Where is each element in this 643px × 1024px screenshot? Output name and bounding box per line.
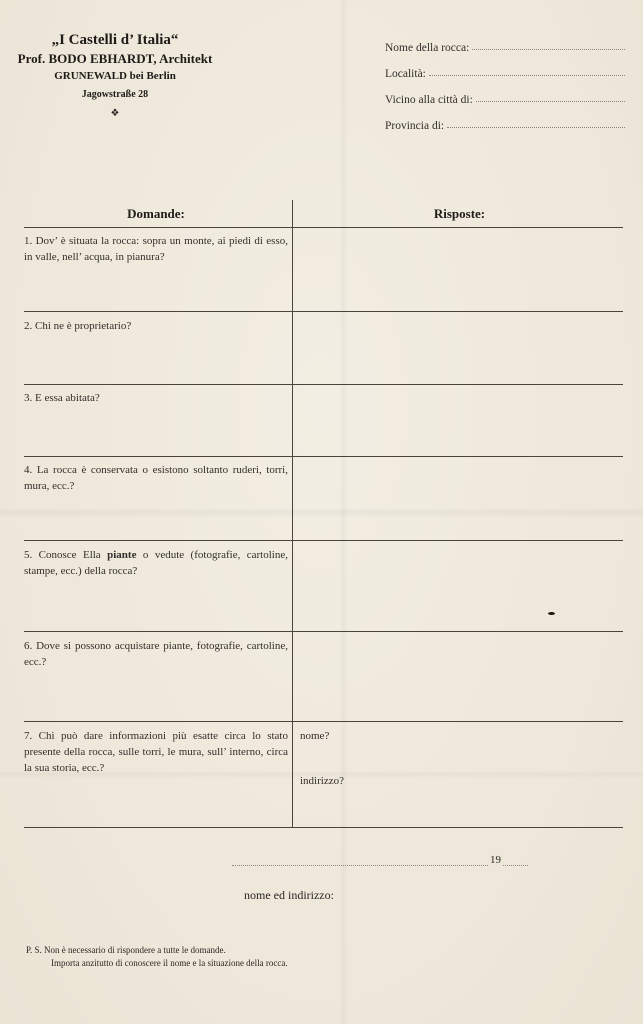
answer-area-2[interactable]	[294, 313, 623, 383]
question-7: 7. Chi può dare informazioni più esatte circa lo stato presente della rocca, sulle torri, le mura, sull’ interno, circa la sua storia, ecc.?	[24, 730, 288, 774]
question-5-end: o vedute (fotografie, cartoline, stampe, ecc.) della rocca?	[24, 549, 288, 577]
letterhead-title: „I Castelli d’ Italia“	[51, 32, 179, 48]
field-label: Nome della rocca:	[385, 42, 470, 54]
answer-area-4[interactable]	[294, 458, 623, 539]
question-5-start: 5. Conosce Ella	[24, 549, 108, 561]
postscript	[26, 944, 288, 970]
table-row-rule	[24, 631, 623, 632]
question-6: 6. Dove si possono acquistare piante, fotografie, cartoline, ecc.?	[24, 640, 288, 668]
question-4: 4. La rocca è conservata o esistono soltanto ruderi, torri, mura, ecc.?	[24, 464, 288, 492]
table-row-rule	[24, 384, 623, 385]
table-row-rule	[24, 721, 623, 722]
letterhead-author: Prof. BODO EBHARDT, Architekt	[17, 51, 213, 66]
dotted-line	[447, 126, 625, 128]
date-line[interactable]	[232, 864, 528, 866]
ink-spot	[548, 612, 555, 615]
answer-address-label: indirizzo?	[300, 775, 344, 787]
table-row-rule	[24, 311, 623, 312]
answer-area-3[interactable]	[294, 386, 623, 455]
table-bottom-rule	[24, 827, 623, 828]
field-near-city[interactable]	[385, 80, 625, 106]
table-header-rule	[24, 227, 623, 228]
field-castle-name[interactable]	[385, 28, 625, 54]
ornament-icon: ❖	[110, 108, 120, 119]
answer-area-6[interactable]	[294, 633, 623, 720]
table-row-rule	[24, 456, 623, 457]
column-header-answers: Risposte:	[433, 206, 486, 221]
postscript-line-1: P. S. Non è necessario di rispondere a tutte le domande.	[26, 945, 226, 955]
answer-name-label: nome?	[300, 730, 330, 742]
letterhead-street: Jagowstraße 28	[81, 89, 149, 100]
letterhead-place: GRUNEWALD bei Berlin	[54, 70, 176, 82]
field-label: Località:	[385, 68, 426, 80]
dotted-line	[476, 100, 625, 102]
dotted-line	[472, 48, 625, 50]
letterhead	[10, 30, 220, 122]
table-column-divider	[292, 200, 293, 828]
question-2: 2. Chi ne è proprietario?	[24, 320, 132, 332]
question-5	[24, 547, 288, 579]
question-1: 1. Dov’ è situata la rocca: sopra un monte, ai piedi di esso, in valle, nell’ acqua, in pianura?	[24, 235, 288, 263]
field-province[interactable]	[385, 106, 625, 132]
field-label: Vicino alla città di:	[385, 94, 473, 106]
table-row-rule	[24, 540, 623, 541]
signature-label: nome ed indirizzo:	[244, 888, 334, 902]
date-year: 19	[490, 854, 501, 866]
castle-info-fields	[385, 28, 625, 132]
answer-area-1[interactable]	[294, 229, 623, 310]
question-3: 3. E essa abitata?	[24, 392, 100, 404]
postscript-line-2: Importa anzitutto di conoscere il nome e la situazione della rocca.	[51, 958, 288, 968]
dotted-line	[429, 74, 625, 76]
field-locality[interactable]	[385, 54, 625, 80]
answer-area-5[interactable]	[294, 542, 623, 630]
column-header-questions: Domande:	[127, 206, 185, 221]
question-5-emphasis: piante	[107, 549, 137, 561]
field-label: Provincia di:	[385, 120, 445, 132]
